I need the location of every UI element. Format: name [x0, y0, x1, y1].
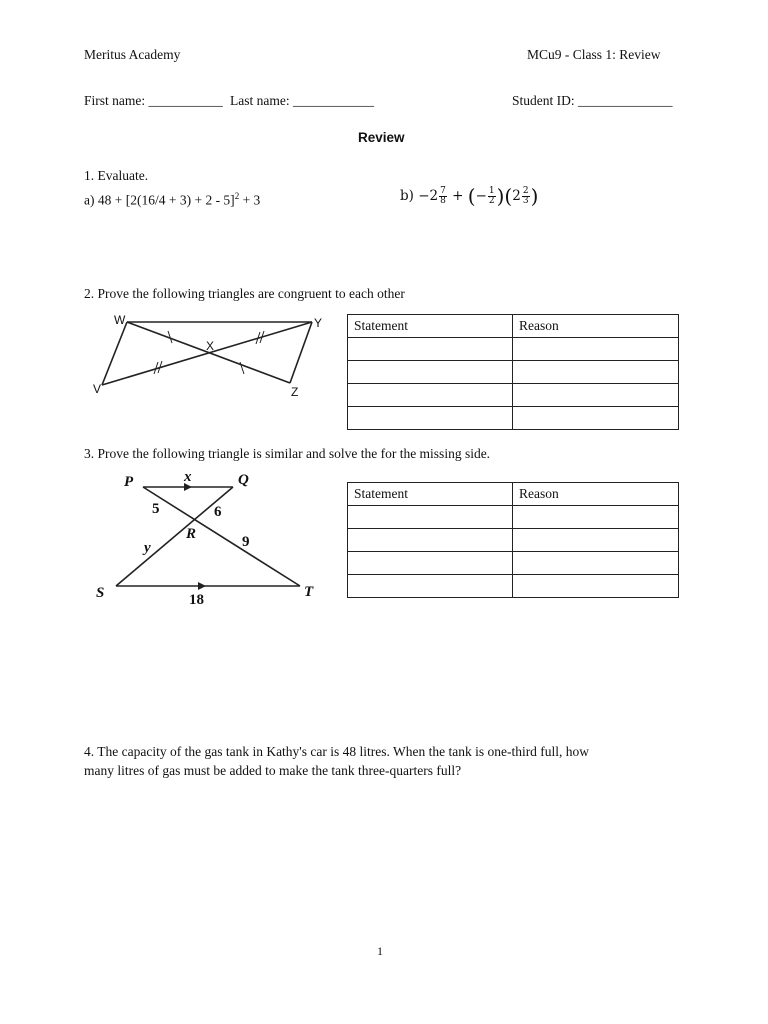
table-header-row: [348, 483, 679, 506]
school-name: Meritus Academy: [84, 47, 181, 62]
label-5: 5: [152, 501, 160, 517]
q3-prompt: 3. Prove the following triangle is similar and solve the for the missing side.: [84, 446, 491, 461]
label-v: V: [93, 382, 102, 396]
label-y: Y: [314, 316, 323, 330]
q1-b-plus: +: [452, 188, 464, 204]
label-q: Q: [238, 472, 249, 488]
segment-pt: [143, 487, 300, 586]
label-t: T: [304, 584, 314, 600]
q1-b-prefix: b) −2: [400, 188, 439, 204]
q1-part-a: [84, 191, 260, 209]
table-row[interactable]: [348, 338, 679, 361]
q1-b-minus: −: [475, 188, 487, 204]
q1-prompt: 1. Evaluate.: [84, 168, 149, 183]
table-header-row: [348, 315, 679, 338]
q2-proof-table: [347, 314, 679, 430]
q1-b-whole: 2: [512, 188, 521, 204]
header-statement: Statement: [348, 483, 513, 506]
table-row[interactable]: [348, 575, 679, 598]
last-name-field: Last name: ____________: [230, 93, 374, 108]
first-name-field: First name: ___________: [84, 93, 223, 108]
parallel-arrow-icon: [198, 582, 206, 590]
table-row[interactable]: [348, 506, 679, 529]
q1-a-suffix: + 3: [239, 192, 261, 208]
label-x: x: [184, 469, 192, 485]
label-p: P: [124, 474, 134, 490]
q1-b-fraction-2: $\frac{1}{2}$: [488, 185, 495, 206]
label-6: 6: [214, 504, 222, 520]
label-9: 9: [242, 534, 250, 550]
header-reason: Reason: [513, 315, 679, 338]
q1-part-b: b) −2 $\frac{7}{8}$ + (− $\frac{1}{2}$ )(2 $\frac{2}{3}$ ): [400, 184, 539, 208]
label-s: S: [96, 585, 105, 601]
q2-prompt: 2. Prove the following triangles are congruent to each other: [84, 286, 405, 301]
q4-line-1: 4. The capacity of the gas tank in Kathy's car is 48 litres. When the tank is one-third full, how: [84, 744, 590, 759]
q1-b-fraction-3: $\frac{2}{3}$: [522, 185, 529, 206]
label-r: R: [186, 526, 197, 542]
label-w: W: [114, 313, 126, 327]
table-row[interactable]: [348, 361, 679, 384]
label-z: Z: [291, 385, 299, 399]
q1-a-exponent: 2: [234, 191, 240, 201]
page-number: 1: [377, 944, 383, 958]
table-row[interactable]: [348, 407, 679, 430]
table-row[interactable]: [348, 384, 679, 407]
student-id-field: Student ID: ______________: [512, 93, 673, 108]
header-reason: Reason: [513, 483, 679, 506]
q1-a-expression: a) 48 + [2(16/4 + 3) + 2 - 5]: [84, 192, 235, 208]
header-statement: Statement: [348, 315, 513, 338]
q4-line-2: many litres of gas must be added to make the tank three-quarters full?: [84, 763, 462, 778]
segment-qs: [116, 487, 233, 586]
segment-vy: [102, 322, 312, 385]
page-title: Review: [358, 130, 405, 145]
table-row[interactable]: [348, 552, 679, 575]
course-title: MCu9 - Class 1: Review: [527, 47, 661, 62]
table-row[interactable]: [348, 529, 679, 552]
similar-triangles-diagram: [88, 468, 328, 610]
label-x: X: [206, 339, 215, 353]
label-18: 18: [189, 592, 204, 608]
segment-yz: [290, 322, 312, 383]
q1-b-fraction-1: $\frac{7}{8}$: [440, 185, 446, 206]
q3-proof-table: [347, 482, 679, 598]
congruent-triangles-diagram: [90, 310, 330, 400]
label-y: y: [144, 540, 151, 556]
segment-wv: [102, 322, 127, 385]
